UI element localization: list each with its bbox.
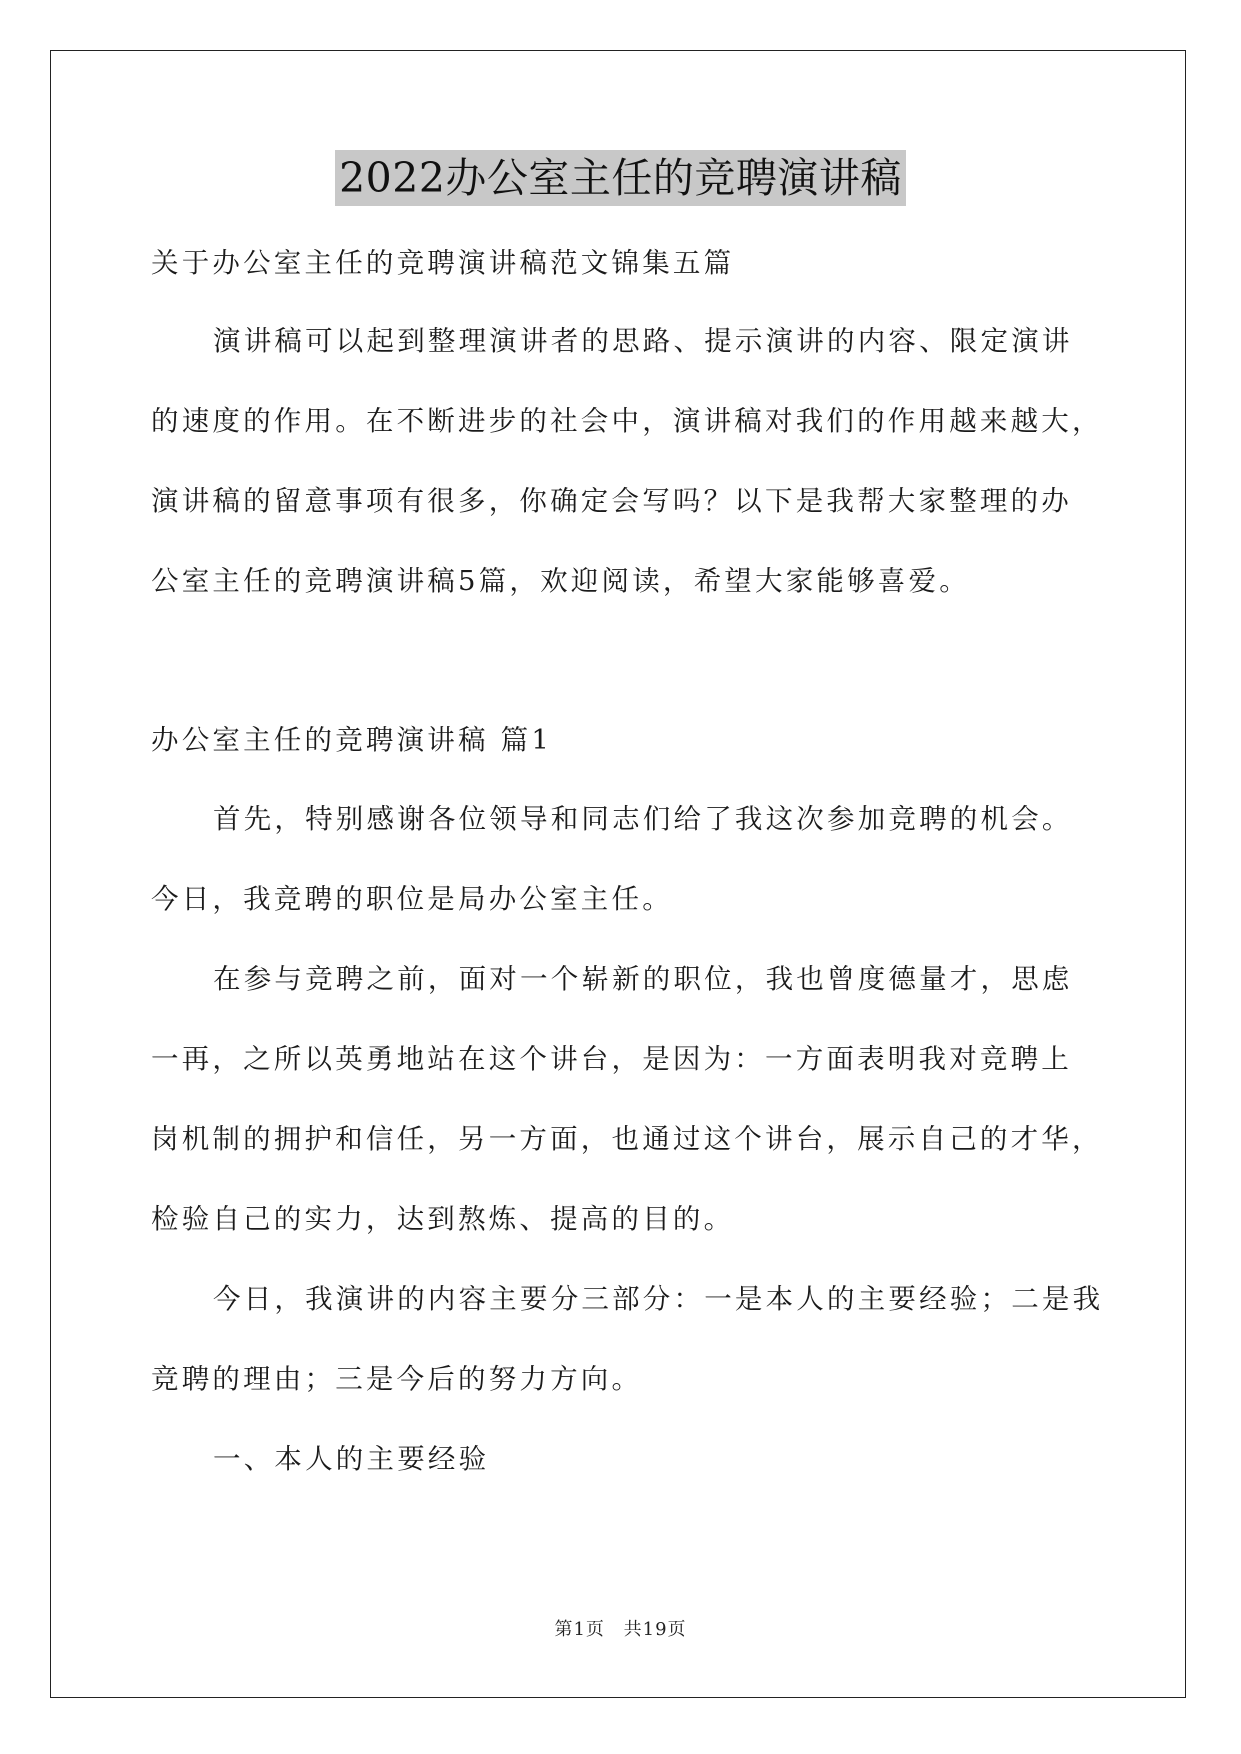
paragraph-line: 一再，之所以英勇地站在这个讲台，是因为：一方面表明我对竞聘上	[151, 1043, 1072, 1075]
page-footer	[0, 1615, 1241, 1641]
paragraph-line: 今日，我演讲的内容主要分三部分：一是本人的主要经验；二是我	[213, 1283, 1104, 1315]
section-heading: 办公室主任的竞聘演讲稿 篇1	[151, 724, 553, 756]
paragraph-line: 岗机制的拥护和信任，另一方面，也通过这个讲台，展示自己的才华，	[151, 1123, 1103, 1155]
paragraph-line: 演讲稿的留意事项有很多，你确定会写吗？以下是我帮大家整理的办	[151, 485, 1072, 517]
title-wrap	[0, 150, 1241, 206]
subsection-heading: 一、本人的主要经验	[213, 1443, 490, 1475]
paragraph-line: 演讲稿可以起到整理演讲者的思路、提示演讲的内容、限定演讲	[213, 325, 1073, 357]
paragraph-line: 检验自己的实力，达到熬炼、提高的目的。	[151, 1203, 735, 1235]
paragraph-line: 竞聘的理由；三是今后的努力方向。	[151, 1363, 643, 1395]
paragraph-line: 今日，我竞聘的职位是局办公室主任。	[151, 883, 673, 915]
paragraph-line: 的速度的作用。在不断进步的社会中，演讲稿对我们的作用越来越大，	[151, 405, 1103, 437]
subtitle-line: 关于办公室主任的竞聘演讲稿范文锦集五篇	[151, 247, 735, 279]
page-total: 共19页	[623, 1619, 687, 1640]
document-title: 2022办公室主任的竞聘演讲稿	[335, 150, 906, 206]
page-number: 第1页	[554, 1619, 605, 1640]
paragraph-line: 首先，特别感谢各位领导和同志们给了我这次参加竞聘的机会。	[213, 803, 1073, 835]
paragraph-line: 公室主任的竞聘演讲稿5篇，欢迎阅读，希望大家能够喜爱。	[151, 565, 970, 597]
paragraph-line: 在参与竞聘之前，面对一个崭新的职位，我也曾度德量才，思虑	[213, 963, 1073, 995]
